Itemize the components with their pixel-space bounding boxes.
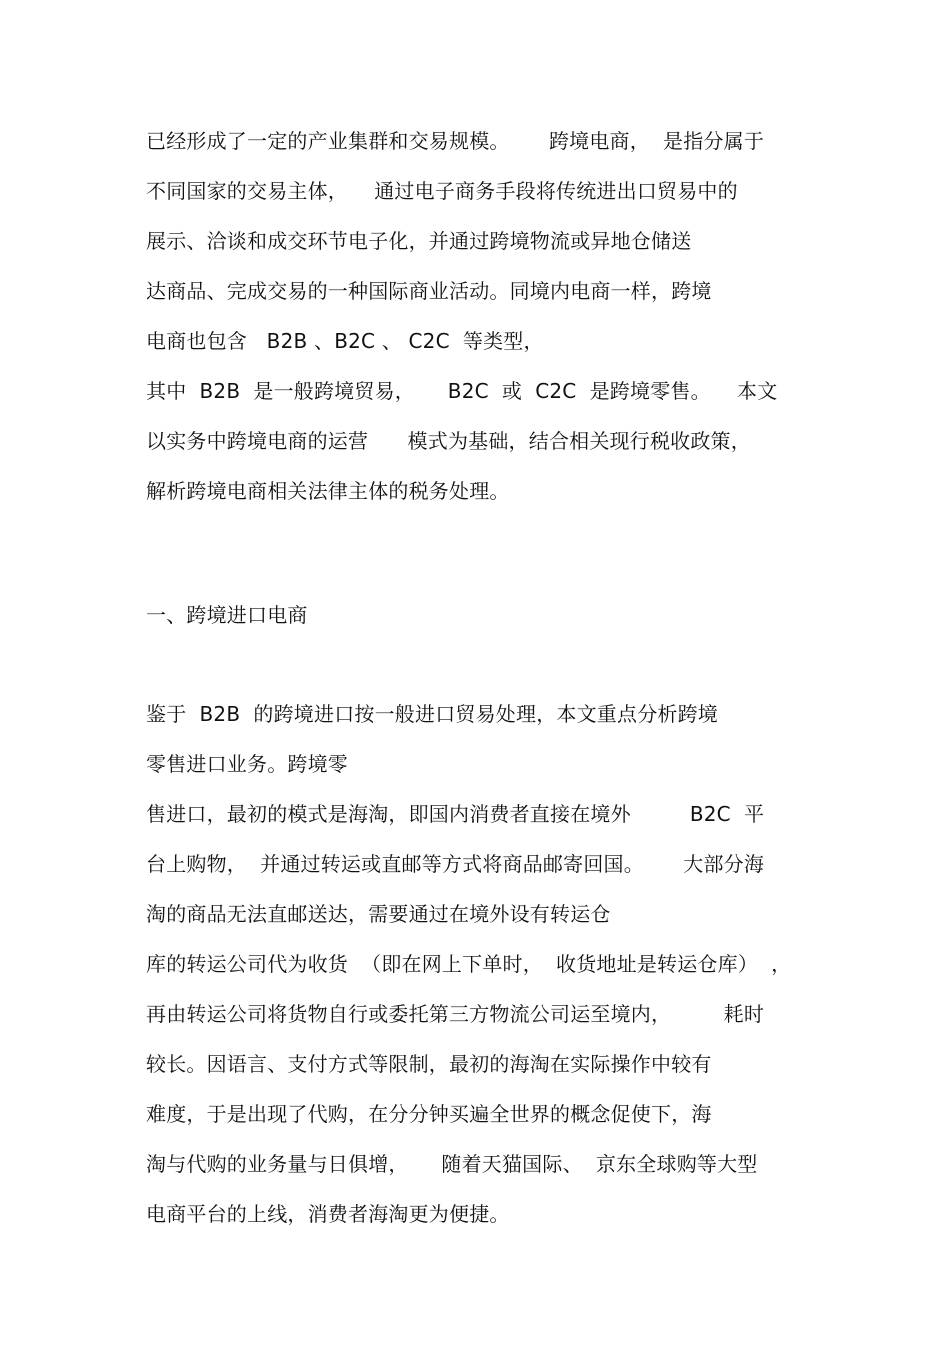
paragraph-2-line-1: 鉴于 B2B 的跨境进口按一般进口贸易处理，本文重点分析跨境	[146, 702, 718, 726]
paragraph-1-line-8: 解析跨境电商相关法律主体的税务处理。	[146, 479, 510, 503]
paragraph-2-line-6: 库的转运公司代为收货 （即在网上下单时， 收货地址是转运仓库） ，	[146, 952, 792, 976]
paragraph-2-line-8: 较长。因语言、支付方式等限制，最初的海淘在实际操作中较有	[146, 1052, 712, 1076]
paragraph-2-line-5: 淘的商品无法直邮送达，需要通过在境外设有转运仓	[146, 902, 611, 926]
paragraph-2-line-2: 零售进口业务。跨境零	[146, 752, 348, 776]
paragraph-1-line-4: 达商品、完成交易的一种国际商业活动。同境内电商一样，跨境	[146, 279, 712, 303]
paragraph-2-line-11: 电商平台的上线，消费者海淘更为便捷。	[146, 1202, 510, 1226]
paragraph-2-line-10: 淘与代购的业务量与日俱增， 随着天猫国际、 京东全球购等大型	[146, 1152, 758, 1176]
paragraph-2-line-9: 难度，于是出现了代购，在分分钟买遍全世界的概念促使下，海	[146, 1102, 712, 1126]
paragraph-2-line-3: 售进口，最初的模式是海淘，即国内消费者直接在境外 B2C 平	[146, 802, 765, 826]
paragraph-1-line-6: 其中 B2B 是一般跨境贸易， B2C 或 C2C 是跨境零售。 本文	[146, 379, 778, 403]
paragraph-1-line-7: 以实务中跨境电商的运营 模式为基础，结合相关现行税收政策，	[146, 429, 751, 453]
paragraph-1-line-1: 已经形成了一定的产业集群和交易规模。 跨境电商， 是指分属于	[146, 129, 765, 153]
paragraph-2-line-4: 台上购物， 并通过转运或直邮等方式将商品邮寄回国。 大部分海	[146, 852, 765, 876]
paragraph-2-line-7: 再由转运公司将货物自行或委托第三方物流公司运至境内， 耗时	[146, 1002, 765, 1026]
section-heading: 一、跨境进口电商	[146, 603, 308, 627]
paragraph-1-line-3: 展示、洽谈和成交环节电子化，并通过跨境物流或异地仓储送	[146, 229, 692, 253]
paragraph-1-line-5: 电商也包含 B2B 、B2C 、 C2C 等类型，	[146, 329, 544, 353]
paragraph-1-line-2: 不同国家的交易主体， 通过电子商务手段将传统进出口贸易中的	[146, 179, 738, 203]
